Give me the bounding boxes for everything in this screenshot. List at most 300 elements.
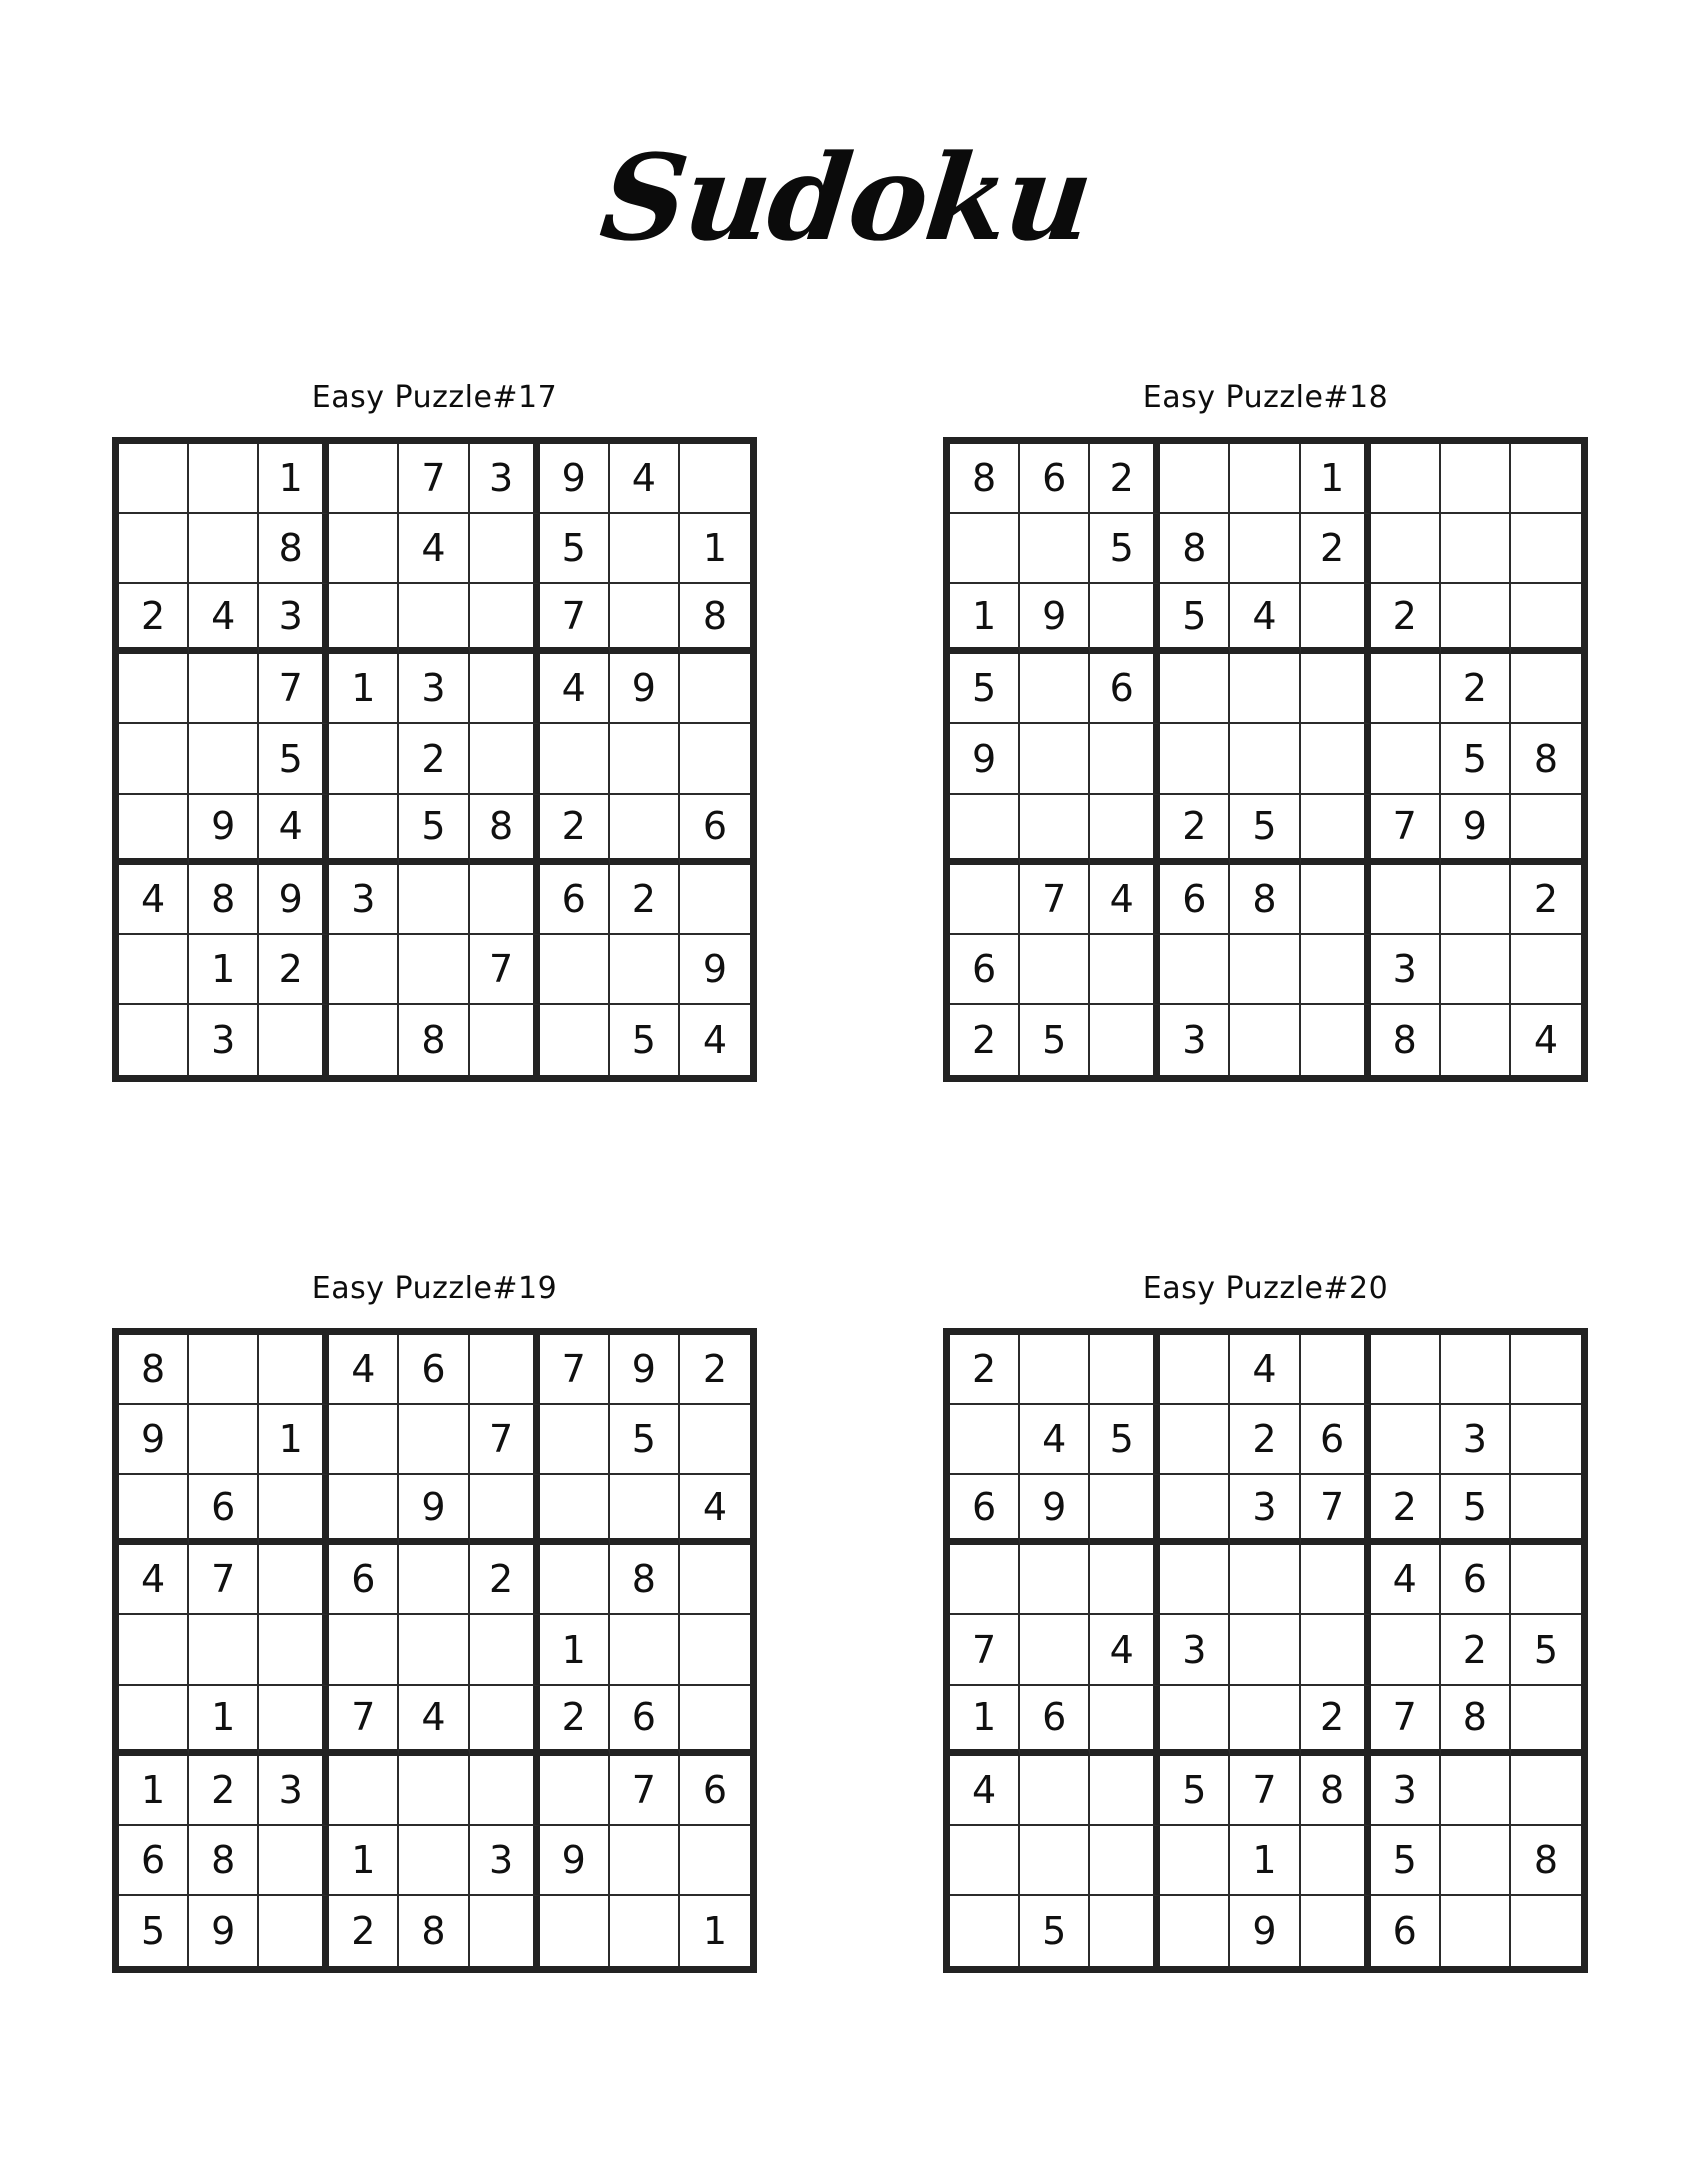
sudoku-cell[interactable]: 2 [259,935,329,1005]
sudoku-cell[interactable]: 4 [189,584,259,654]
sudoku-cell[interactable]: 2 [540,1686,610,1756]
sudoku-cell[interactable] [119,444,189,514]
sudoku-cell[interactable]: 8 [1441,1686,1511,1756]
sudoku-cell[interactable]: 4 [950,1756,1020,1826]
sudoku-cell[interactable]: 2 [329,1896,399,1966]
sudoku-cell[interactable]: 5 [1160,584,1230,654]
sudoku-cell[interactable] [1160,1826,1230,1896]
sudoku-cell[interactable] [950,1826,1020,1896]
sudoku-cell[interactable]: 8 [1230,865,1300,935]
sudoku-cell[interactable]: 5 [119,1896,189,1966]
sudoku-cell[interactable] [399,1545,469,1615]
sudoku-cell[interactable]: 4 [399,514,469,584]
sudoku-cell[interactable]: 2 [1301,514,1371,584]
sudoku-cell[interactable]: 2 [680,1335,750,1405]
sudoku-cell[interactable] [540,1405,610,1475]
sudoku-cell[interactable]: 6 [189,1475,259,1545]
sudoku-cell[interactable]: 1 [702,1908,728,1953]
sudoku-cell[interactable]: 5 [1230,795,1300,865]
sudoku-cell[interactable] [1160,1405,1230,1475]
sudoku-cell[interactable] [1511,795,1581,865]
sudoku-cell[interactable] [399,935,469,1005]
sudoku-cell[interactable]: 6 [1020,1686,1090,1756]
sudoku-cell[interactable]: 6 [950,935,1020,1005]
sudoku-cell[interactable] [1441,584,1511,654]
sudoku-cell[interactable] [1230,444,1300,514]
sudoku-cell[interactable]: 9 [259,865,329,935]
sudoku-cell[interactable] [1371,865,1441,935]
sudoku-cell[interactable]: 5 [399,795,469,865]
sudoku-cell[interactable]: 4 [1090,865,1160,935]
sudoku-cell[interactable]: 8 [189,1826,259,1896]
sudoku-cell[interactable] [470,1686,540,1756]
sudoku-cell[interactable] [119,1005,189,1075]
sudoku-cell[interactable] [399,584,469,654]
sudoku-cell[interactable]: 2 [1441,654,1511,724]
sudoku-cell[interactable]: 7 [540,1335,610,1405]
sudoku-cell[interactable]: 2 [1371,584,1441,654]
sudoku-cell[interactable] [540,724,610,794]
sudoku-cell[interactable]: 3 [1160,1615,1230,1685]
sudoku-cell[interactable] [119,935,189,1005]
sudoku-cell[interactable] [1230,935,1300,1005]
sudoku-cell[interactable] [329,1475,399,1545]
sudoku-cell[interactable] [470,1756,540,1826]
sudoku-cell[interactable] [1441,1335,1511,1405]
sudoku-cell[interactable]: 7 [950,1615,1020,1685]
sudoku-cell[interactable] [610,1615,680,1685]
sudoku-cell[interactable]: 2 [189,1756,259,1826]
sudoku-cell[interactable] [119,654,189,724]
sudoku-cell[interactable]: 4 [399,1686,469,1756]
sudoku-cell[interactable] [1301,1615,1371,1685]
sudoku-cell[interactable]: 9 [189,795,259,865]
sudoku-cell[interactable] [1230,1615,1300,1685]
sudoku-cell[interactable]: 4 [610,444,680,514]
sudoku-cell[interactable] [610,795,680,865]
sudoku-cell[interactable]: 6 [1301,1405,1371,1475]
sudoku-cell[interactable] [1371,724,1441,794]
sudoku-cell[interactable]: 6 [1090,654,1160,724]
sudoku-cell[interactable]: 9 [119,1405,189,1475]
sudoku-cell[interactable]: 6 [950,1475,1020,1545]
sudoku-cell[interactable]: 3 [329,865,399,935]
sudoku-cell[interactable] [470,1335,540,1405]
sudoku-cell[interactable] [189,444,259,514]
sudoku-cell[interactable] [1301,865,1371,935]
sudoku-cell[interactable] [189,724,259,794]
sudoku-cell[interactable]: 5 [1090,1405,1160,1475]
sudoku-cell[interactable]: 8 [1160,514,1230,584]
sudoku-cell[interactable] [610,1896,680,1966]
sudoku-cell[interactable]: 3 [1160,1005,1230,1075]
sudoku-cell[interactable] [680,1405,750,1475]
sudoku-cell[interactable]: 5 [1371,1826,1441,1896]
sudoku-cell[interactable] [470,1615,540,1685]
sudoku-cell[interactable]: 6 [680,795,750,865]
sudoku-cell[interactable]: 6 [119,1826,189,1896]
sudoku-cell[interactable] [1511,935,1581,1005]
sudoku-cell[interactable]: 7 [189,1545,259,1615]
puzzle-18-grid[interactable] [943,437,1588,1082]
sudoku-cell[interactable] [1020,1335,1090,1405]
sudoku-cell[interactable]: 9 [540,444,610,514]
sudoku-cell[interactable] [259,1896,329,1966]
sudoku-cell[interactable]: 8 [1511,1826,1581,1896]
sudoku-cell[interactable]: 1 [119,1756,189,1826]
sudoku-cell[interactable]: 8 [610,1545,680,1615]
sudoku-cell[interactable] [1371,654,1441,724]
sudoku-cell[interactable]: 1 [259,444,329,514]
sudoku-cell[interactable] [470,724,540,794]
sudoku-cell[interactable]: 9 [189,1896,259,1966]
sudoku-cell[interactable]: 1 [189,935,259,1005]
sudoku-cell[interactable]: 2 [950,1335,1020,1405]
sudoku-cell[interactable]: 5 [1020,1896,1090,1966]
sudoku-cell[interactable] [1301,1005,1371,1075]
sudoku-cell[interactable] [1160,935,1230,1005]
sudoku-cell[interactable] [329,1615,399,1685]
sudoku-cell[interactable]: 3 [399,654,469,724]
sudoku-cell[interactable] [259,1615,329,1685]
sudoku-cell[interactable]: 4 [1230,584,1300,654]
sudoku-cell[interactable]: 6 [680,1756,750,1826]
sudoku-cell[interactable] [950,865,1020,935]
sudoku-cell[interactable]: 1 [189,1686,259,1756]
sudoku-cell[interactable] [1090,935,1160,1005]
sudoku-cell[interactable]: 2 [470,1545,540,1615]
sudoku-cell[interactable]: 4 [1020,1405,1090,1475]
sudoku-cell[interactable]: 4 [1371,1545,1441,1615]
sudoku-cell[interactable] [1160,724,1230,794]
sudoku-cell[interactable] [680,865,750,935]
sudoku-cell[interactable] [950,795,1020,865]
sudoku-cell[interactable] [399,1756,469,1826]
sudoku-cell[interactable]: 9 [1020,584,1090,654]
sudoku-cell[interactable] [1441,444,1511,514]
sudoku-cell[interactable] [1511,1475,1581,1545]
sudoku-cell[interactable] [470,1005,540,1075]
sudoku-cell[interactable] [259,1545,329,1615]
sudoku-cell[interactable] [540,1475,610,1545]
sudoku-cell[interactable] [1371,1405,1441,1475]
sudoku-cell[interactable] [1020,1615,1090,1685]
sudoku-cell[interactable]: 1 [680,514,750,584]
sudoku-cell[interactable]: 7 [329,1686,399,1756]
sudoku-cell[interactable] [329,935,399,1005]
sudoku-cell[interactable] [1441,514,1511,584]
sudoku-cell[interactable]: 7 [259,654,329,724]
sudoku-cell[interactable]: 4 [540,654,610,724]
sudoku-cell[interactable] [1230,724,1300,794]
sudoku-cell[interactable] [950,1545,1020,1615]
sudoku-cell[interactable] [1301,584,1371,654]
sudoku-cell[interactable]: 2 [1511,865,1581,935]
sudoku-cell[interactable] [259,1005,329,1075]
sudoku-cell[interactable]: 3 [1371,935,1441,1005]
sudoku-cell[interactable]: 4 [329,1335,399,1405]
sudoku-cell[interactable] [1160,444,1230,514]
sudoku-cell[interactable] [610,724,680,794]
sudoku-cell[interactable]: 7 [1371,795,1441,865]
sudoku-cell[interactable]: 5 [610,1005,680,1075]
sudoku-cell[interactable] [540,1896,610,1966]
sudoku-cell[interactable] [399,1826,469,1896]
sudoku-cell[interactable] [119,514,189,584]
sudoku-cell[interactable] [1301,1896,1371,1966]
sudoku-cell[interactable]: 4 [702,1017,728,1062]
sudoku-cell[interactable]: 4 [680,1475,750,1545]
sudoku-cell[interactable] [610,514,680,584]
sudoku-cell[interactable] [540,1545,610,1615]
sudoku-cell[interactable] [1090,1005,1160,1075]
sudoku-cell[interactable] [1090,1756,1160,1826]
sudoku-cell[interactable] [189,1615,259,1685]
sudoku-cell[interactable]: 3 [1441,1405,1511,1475]
sudoku-cell[interactable] [950,1896,1020,1966]
sudoku-cell[interactable] [1020,1545,1090,1615]
sudoku-cell[interactable]: 7 [470,935,540,1005]
sudoku-cell[interactable] [1441,1756,1511,1826]
sudoku-cell[interactable] [1090,584,1160,654]
sudoku-cell[interactable]: 7 [1020,865,1090,935]
sudoku-cell[interactable]: 7 [399,444,469,514]
sudoku-cell[interactable]: 6 [399,1335,469,1405]
sudoku-cell[interactable] [1511,1686,1581,1756]
sudoku-cell[interactable]: 5 [259,724,329,794]
sudoku-cell[interactable]: 1 [329,654,399,724]
sudoku-cell[interactable] [329,1756,399,1826]
sudoku-cell[interactable]: 3 [259,584,329,654]
sudoku-cell[interactable]: 3 [1371,1756,1441,1826]
sudoku-cell[interactable] [1230,1545,1300,1615]
sudoku-cell[interactable]: 8 [259,514,329,584]
sudoku-cell[interactable] [610,584,680,654]
sudoku-cell[interactable]: 3 [470,444,540,514]
sudoku-cell[interactable] [329,514,399,584]
sudoku-cell[interactable]: 7 [470,1405,540,1475]
sudoku-cell[interactable]: 5 [610,1405,680,1475]
sudoku-cell[interactable] [399,1615,469,1685]
sudoku-cell[interactable]: 9 [1020,1475,1090,1545]
sudoku-cell[interactable] [329,444,399,514]
sudoku-cell[interactable]: 4 [1230,1335,1300,1405]
sudoku-cell[interactable] [119,1686,189,1756]
sudoku-cell[interactable] [1301,1335,1371,1405]
sudoku-cell[interactable] [119,795,189,865]
sudoku-cell[interactable]: 9 [540,1826,610,1896]
sudoku-cell[interactable] [1511,1405,1581,1475]
sudoku-cell[interactable]: 5 [1441,1475,1511,1545]
sudoku-cell[interactable]: 6 [1441,1545,1511,1615]
sudoku-cell[interactable] [1090,1335,1160,1405]
sudoku-cell[interactable]: 9 [680,935,750,1005]
sudoku-cell[interactable] [189,654,259,724]
sudoku-cell[interactable] [1301,1826,1371,1896]
sudoku-cell[interactable] [1020,654,1090,724]
sudoku-cell[interactable] [259,1475,329,1545]
sudoku-cell[interactable] [1371,1615,1441,1685]
sudoku-cell[interactable] [1160,1475,1230,1545]
sudoku-cell[interactable] [119,1475,189,1545]
sudoku-cell[interactable] [1230,1686,1300,1756]
sudoku-cell[interactable] [680,1615,750,1685]
sudoku-cell[interactable] [1160,654,1230,724]
sudoku-cell[interactable] [1090,724,1160,794]
sudoku-cell[interactable]: 8 [470,795,540,865]
sudoku-cell[interactable]: 2 [1371,1475,1441,1545]
sudoku-cell[interactable]: 2 [1090,444,1160,514]
sudoku-cell[interactable] [470,654,540,724]
sudoku-cell[interactable]: 8 [1511,724,1581,794]
sudoku-cell[interactable] [1090,1545,1160,1615]
sudoku-cell[interactable] [1441,1826,1511,1896]
sudoku-cell[interactable] [259,1335,329,1405]
sudoku-cell[interactable] [329,1405,399,1475]
sudoku-cell[interactable]: 8 [399,1896,469,1966]
sudoku-cell[interactable] [680,1545,750,1615]
sudoku-cell[interactable] [1301,724,1371,794]
sudoku-cell[interactable]: 6 [610,1686,680,1756]
sudoku-cell[interactable]: 7 [610,1756,680,1826]
sudoku-cell[interactable]: 8 [1371,1005,1441,1075]
sudoku-cell[interactable] [1090,1896,1160,1966]
sudoku-cell[interactable] [399,865,469,935]
sudoku-cell[interactable] [1090,1475,1160,1545]
sudoku-cell[interactable]: 6 [1371,1896,1441,1966]
sudoku-cell[interactable]: 5 [1511,1615,1581,1685]
sudoku-cell[interactable] [1441,1896,1511,1966]
sudoku-cell[interactable] [680,444,750,514]
puzzle-20-grid[interactable] [943,1328,1588,1973]
sudoku-cell[interactable] [1160,1686,1230,1756]
sudoku-cell[interactable] [259,1686,329,1756]
sudoku-cell[interactable]: 1 [1301,444,1371,514]
sudoku-cell[interactable] [1511,514,1581,584]
sudoku-cell[interactable] [540,1756,610,1826]
sudoku-cell[interactable]: 9 [950,724,1020,794]
sudoku-cell[interactable]: 6 [1020,444,1090,514]
sudoku-cell[interactable]: 1 [540,1615,610,1685]
sudoku-cell[interactable] [1511,1545,1581,1615]
sudoku-cell[interactable]: 8 [950,444,1020,514]
sudoku-cell[interactable] [1371,514,1441,584]
sudoku-cell[interactable]: 7 [1230,1756,1300,1826]
sudoku-cell[interactable]: 3 [470,1826,540,1896]
sudoku-cell[interactable] [1090,795,1160,865]
sudoku-cell[interactable] [1160,1335,1230,1405]
sudoku-cell[interactable] [259,1826,329,1896]
sudoku-cell[interactable] [1020,514,1090,584]
sudoku-cell[interactable]: 3 [259,1756,329,1826]
sudoku-cell[interactable] [540,1005,610,1075]
sudoku-cell[interactable]: 5 [1160,1756,1230,1826]
sudoku-cell[interactable] [399,1405,469,1475]
sudoku-cell[interactable]: 9 [610,1335,680,1405]
sudoku-cell[interactable] [1511,654,1581,724]
sudoku-cell[interactable] [1301,935,1371,1005]
sudoku-cell[interactable]: 4 [119,865,189,935]
sudoku-cell[interactable] [950,1405,1020,1475]
sudoku-cell[interactable] [1511,584,1581,654]
sudoku-cell[interactable] [1230,1005,1300,1075]
sudoku-cell[interactable] [470,1475,540,1545]
sudoku-cell[interactable] [680,654,750,724]
sudoku-cell[interactable] [1441,865,1511,935]
sudoku-cell[interactable]: 6 [329,1545,399,1615]
sudoku-cell[interactable] [470,514,540,584]
sudoku-cell[interactable] [119,724,189,794]
sudoku-cell[interactable] [189,1405,259,1475]
sudoku-cell[interactable] [1020,724,1090,794]
sudoku-cell[interactable] [1511,444,1581,514]
sudoku-cell[interactable]: 2 [950,1005,1020,1075]
sudoku-cell[interactable]: 2 [399,724,469,794]
sudoku-cell[interactable] [470,584,540,654]
sudoku-cell[interactable]: 3 [189,1005,259,1075]
sudoku-cell[interactable] [1230,514,1300,584]
sudoku-cell[interactable] [329,724,399,794]
sudoku-cell[interactable] [470,1896,540,1966]
sudoku-cell[interactable]: 4 [259,795,329,865]
sudoku-cell[interactable] [1020,1826,1090,1896]
sudoku-cell[interactable] [329,1005,399,1075]
sudoku-cell[interactable]: 9 [610,654,680,724]
sudoku-cell[interactable] [1160,1896,1230,1966]
sudoku-cell[interactable]: 5 [950,654,1020,724]
sudoku-cell[interactable]: 1 [329,1826,399,1896]
sudoku-cell[interactable] [680,1686,750,1756]
sudoku-cell[interactable]: 7 [1301,1475,1371,1545]
puzzle-17-grid[interactable] [112,437,757,1082]
sudoku-cell[interactable] [1020,795,1090,865]
sudoku-cell[interactable]: 2 [540,795,610,865]
sudoku-cell[interactable]: 8 [189,865,259,935]
sudoku-cell[interactable] [1020,935,1090,1005]
sudoku-cell[interactable] [610,1475,680,1545]
sudoku-cell[interactable] [610,1826,680,1896]
sudoku-cell[interactable] [1371,1335,1441,1405]
sudoku-cell[interactable] [189,514,259,584]
sudoku-cell[interactable]: 2 [1441,1615,1511,1685]
sudoku-cell[interactable]: 5 [1090,514,1160,584]
sudoku-cell[interactable] [680,724,750,794]
sudoku-cell[interactable] [540,935,610,1005]
sudoku-cell[interactable] [1090,1686,1160,1756]
sudoku-cell[interactable] [1090,1826,1160,1896]
sudoku-cell[interactable]: 1 [950,584,1020,654]
sudoku-cell[interactable] [680,1826,750,1896]
sudoku-cell[interactable]: 8 [119,1335,189,1405]
sudoku-cell[interactable] [1511,1896,1581,1966]
sudoku-cell[interactable] [610,935,680,1005]
sudoku-cell[interactable]: 2 [1160,795,1230,865]
sudoku-cell[interactable] [1441,1005,1511,1075]
sudoku-cell[interactable] [1301,1545,1371,1615]
sudoku-cell[interactable]: 6 [1160,865,1230,935]
sudoku-cell[interactable]: 7 [1371,1686,1441,1756]
sudoku-cell[interactable] [329,795,399,865]
sudoku-cell[interactable]: 9 [399,1475,469,1545]
sudoku-cell[interactable]: 8 [399,1005,469,1075]
sudoku-cell[interactable]: 1 [950,1686,1020,1756]
sudoku-cell[interactable]: 3 [1230,1475,1300,1545]
sudoku-cell[interactable] [1441,935,1511,1005]
sudoku-cell[interactable]: 5 [540,514,610,584]
sudoku-cell[interactable] [119,1615,189,1685]
sudoku-cell[interactable] [950,514,1020,584]
sudoku-cell[interactable]: 2 [119,584,189,654]
